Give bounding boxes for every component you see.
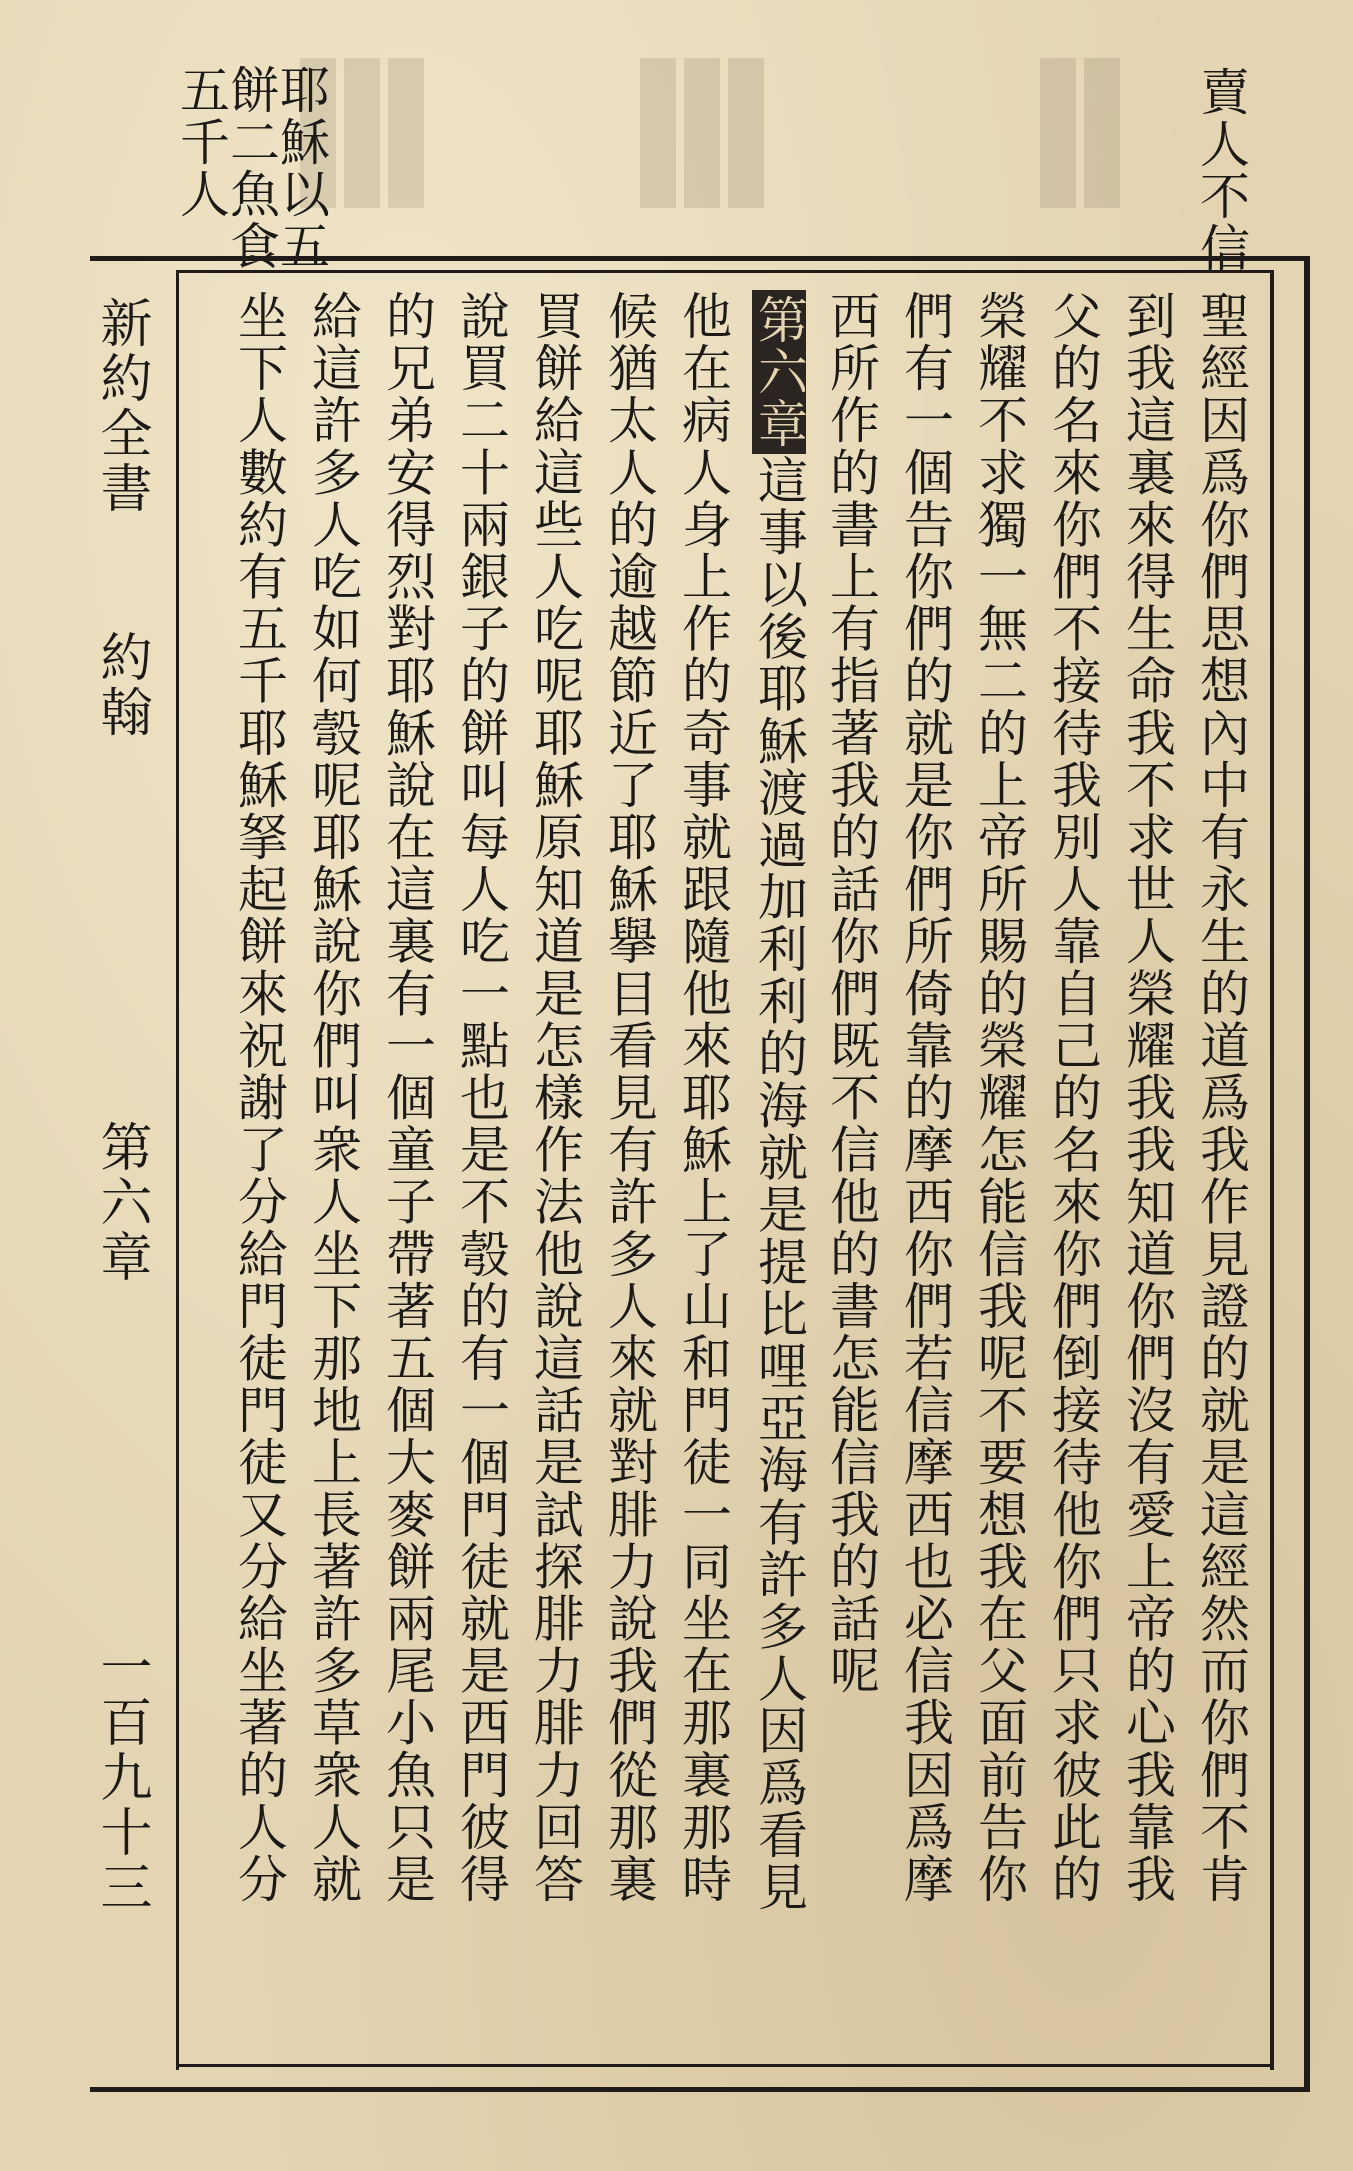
text-column-7-rest: 這事以後耶穌渡過加利利的海就是提比哩亞海有許多人因爲看見 [750, 454, 808, 1914]
running-book-name: 約翰 [91, 630, 151, 740]
bleed-through-text [1040, 58, 1180, 228]
text-column-4: 榮耀不求獨一無二的上帝所賜的榮耀怎能信我呢不要想我在父面前告你 [970, 290, 1028, 1906]
inner-frame-top [176, 270, 1270, 273]
text-column-6: 西所作的書上有指著我的話你們既不信他的書怎能信我的話呢 [822, 290, 880, 1697]
headnote-feeding-line-1: 耶穌以五 [272, 64, 330, 272]
text-column-10: 買餅給這些人吃呢耶穌原知道是怎樣作法他說這話是試探腓力腓力回答 [526, 290, 584, 1906]
headnote-unbelief: 賣人不信 [1192, 66, 1250, 274]
text-column-14: 坐下人數約有五千耶穌拏起餅來祝謝了分給門徒門徒又分給坐著的人分 [230, 290, 288, 1906]
running-chapter: 第六章 [91, 1120, 151, 1285]
headnote-feeding-line-3: 五千人 [172, 64, 230, 220]
text-column-2: 到我這裏來得生命我不求世人榮耀我我知道你們沒有愛上帝的心我靠我 [1118, 290, 1176, 1906]
bleed-through-text [640, 58, 780, 228]
outer-frame-right [1304, 256, 1310, 2087]
text-column-11: 說買二十兩銀子的餅叫每人吃一點也是不彀的有一個門徒就是西門彼得 [452, 290, 510, 1906]
text-column-13: 給這許多人吃如何彀呢耶穌說你們叫衆人坐下那地上長著許多草衆人就 [304, 290, 362, 1906]
inner-frame-left [176, 270, 179, 2070]
text-column-9: 候猶太人的逾越節近了耶穌擧目看見有許多人來就對腓力說我們從那裏 [600, 290, 658, 1906]
headnote-feeding-line-2: 餅二魚食 [222, 64, 280, 272]
text-column-8: 他在病人身上作的奇事就跟隨他來耶穌上了山和門徒一同坐在那裏那時 [674, 290, 732, 1906]
text-column-12: 的兄弟安得烈對耶穌說在這裏有一個童子帶著五個大麥餅兩尾小魚只是 [378, 290, 436, 1906]
inner-frame-right [1270, 270, 1274, 2070]
chapter-heading-box: 第六章 [752, 290, 806, 454]
inner-frame-bottom [176, 2064, 1270, 2067]
running-book-title: 新約全書 [91, 296, 151, 516]
page-number: 一百九十三 [91, 1640, 151, 1915]
text-column-1: 聖經因爲你們思想內中有永生的道爲我作見證的就是這經然而你們不肯 [1192, 290, 1250, 1906]
text-column-3: 父的名來你們不接待我別人靠自己的名來你們倒接待他你們只求彼此的 [1044, 290, 1102, 1906]
text-column-5: 們有一個告你們的就是你們所倚靠的摩西你們若信摩西也必信我因爲摩 [896, 290, 954, 1906]
text-column-7-chapter-start [752, 290, 806, 2050]
